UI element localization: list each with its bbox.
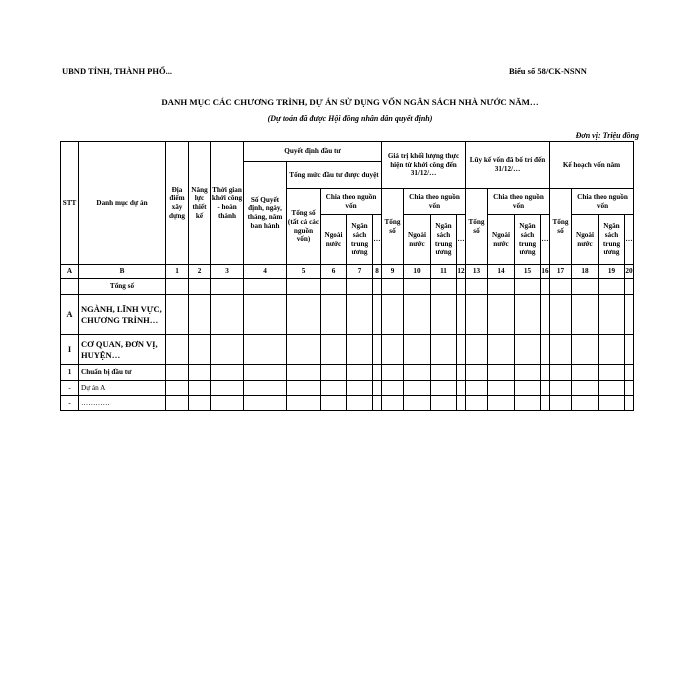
column-code: 14: [488, 265, 515, 279]
header-total-all-sources: Tổng số (tất cả các nguồn vốn): [287, 189, 321, 265]
column-code: 20: [625, 265, 634, 279]
header-duration: Thời gian khởi công - hoàn thành: [211, 142, 244, 265]
header-other-3: …: [541, 215, 550, 265]
header-by-source-2: Chia theo nguồn vốn: [404, 189, 466, 215]
table-row: [61, 295, 634, 335]
column-code: 6: [321, 265, 347, 279]
header-central-budget-2: Ngân sách trung ương: [431, 215, 457, 265]
column-code: 10: [404, 265, 431, 279]
column-code: 17: [550, 265, 572, 279]
header-annual-plan: Kế hoạch vốn năm: [550, 142, 634, 189]
column-code: 4: [244, 265, 287, 279]
header-other-4: …: [625, 215, 634, 265]
header-foreign-4: Ngoài nước: [572, 215, 599, 265]
column-code: 18: [572, 265, 599, 279]
column-code: 7: [347, 265, 373, 279]
row-name: CƠ QUAN, ĐƠN VỊ, HUYỆN…: [79, 335, 166, 365]
row-name: NGÀNH, LĨNH VỰC, CHƯƠNG TRÌNH…: [79, 295, 166, 335]
table-row: [61, 365, 634, 381]
column-code: 16: [541, 265, 550, 279]
header-location: Địa điểm xây dựng: [166, 142, 189, 265]
column-code: 11: [431, 265, 457, 279]
row-stt: -: [61, 381, 79, 396]
row-name: Tổng số: [79, 279, 166, 295]
form-number: Biểu số 58/CK-NSNN: [509, 66, 587, 76]
header-other-2: …: [457, 215, 466, 265]
header-central-budget-4: Ngân sách trung ương: [599, 215, 625, 265]
column-code: 3: [211, 265, 244, 279]
row-name: Dự án A: [79, 381, 166, 396]
row-stt: 1: [61, 365, 79, 381]
header-total-4: Tổng số: [550, 189, 572, 265]
agency-label: UBND TỈNH, THÀNH PHỐ...: [62, 66, 172, 76]
row-stt: [61, 279, 79, 295]
header-by-source-4: Chia theo nguồn vốn: [572, 189, 634, 215]
column-code: 5: [287, 265, 321, 279]
row-name: …………: [79, 396, 166, 411]
header-volume-value: Giá trị khối lượng thực hiện từ khởi công đến 31/12/…: [382, 142, 466, 189]
column-code: 19: [599, 265, 625, 279]
header-stt: STT: [61, 142, 79, 265]
row-stt: A: [61, 295, 79, 335]
row-stt: -: [61, 396, 79, 411]
column-code-row: [61, 265, 634, 279]
header-by-source-1: Chia theo nguồn vốn: [321, 189, 382, 215]
row-name: Chuẩn bị đầu tư: [79, 365, 166, 381]
column-code: 1: [166, 265, 189, 279]
column-code: 15: [515, 265, 541, 279]
header-central-budget-1: Ngân sách trung ương: [347, 215, 373, 265]
header-total-2: Tổng số: [382, 189, 404, 265]
header-capacity: Năng lực thiết kế: [189, 142, 211, 265]
column-code: 13: [466, 265, 488, 279]
column-code: 2: [189, 265, 211, 279]
project-table: [60, 141, 634, 411]
header-other-1: …: [373, 215, 382, 265]
header-foreign-3: Ngoài nước: [488, 215, 515, 265]
column-code: B: [79, 265, 166, 279]
column-code: 8: [373, 265, 382, 279]
page-title: DANH MỤC CÁC CHƯƠNG TRÌNH, DỰ ÁN SỬ DỤNG VỐN NGÂN SÁCH NHÀ NƯỚC NĂM…: [161, 97, 539, 107]
header-total-3: Tổng số: [466, 189, 488, 265]
column-code: 9: [382, 265, 404, 279]
header-investment-decision: Quyết định đầu tư: [244, 142, 382, 162]
header-by-source-3: Chia theo nguồn vốn: [488, 189, 550, 215]
header-foreign-2: Ngoài nước: [404, 215, 431, 265]
header-accumulated-capital: Lũy kế vốn đã bố trí đến 31/12/…: [466, 142, 550, 189]
column-code: 12: [457, 265, 466, 279]
header-total-investment: Tổng mức đầu tư được duyệt: [287, 162, 382, 189]
header-foreign-1: Ngoài nước: [321, 215, 347, 265]
header-central-budget-3: Ngân sách trung ương: [515, 215, 541, 265]
column-code: A: [61, 265, 79, 279]
unit-label: Đơn vị: Triệu đồng: [575, 131, 639, 140]
header-project-name: Danh mục dự án: [79, 142, 166, 265]
table-row: [61, 335, 634, 365]
header-decision-number: Số Quyết định, ngày, tháng, năm ban hành: [244, 162, 287, 265]
table-row: [61, 279, 634, 295]
row-stt: I: [61, 335, 79, 365]
table-row: [61, 381, 634, 396]
page-subtitle: (Dự toán đã được Hội đồng nhân dân quyết định): [267, 114, 433, 123]
table-row: [61, 396, 634, 411]
